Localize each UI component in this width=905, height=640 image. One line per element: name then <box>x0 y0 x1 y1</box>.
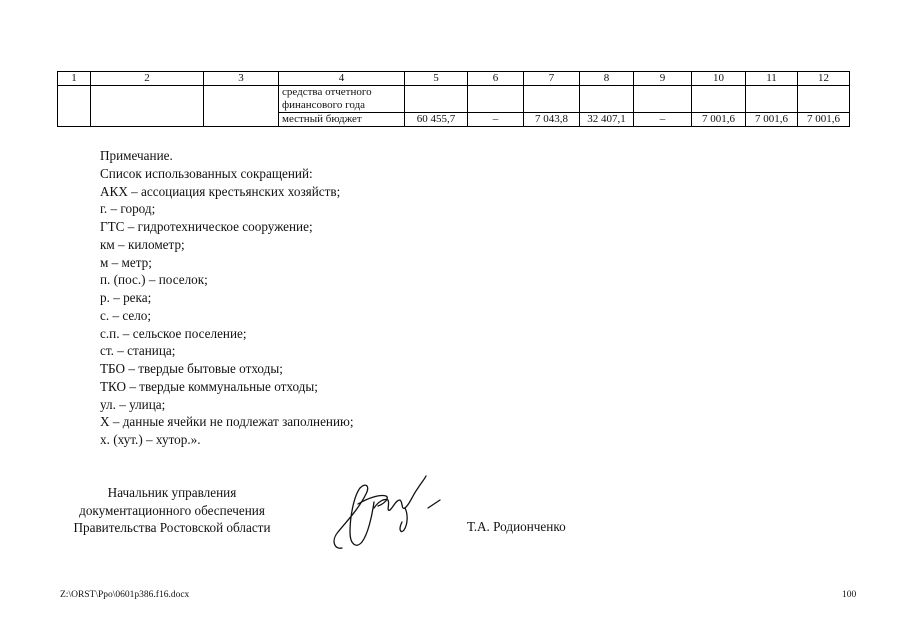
header-cell: 3 <box>204 72 279 86</box>
notes-line: км – километр; <box>100 236 185 252</box>
notes-line: ТКО – твердые коммунальные отходы; <box>100 378 318 394</box>
funding-source-cell <box>279 86 405 113</box>
header-cell: 11 <box>746 72 798 86</box>
header-cell: 6 <box>468 72 524 86</box>
notes-line: ГТС – гидротехническое сооружение; <box>100 219 313 234</box>
notes-line: г. – город; <box>100 201 156 217</box>
table-cell-empty <box>746 86 798 113</box>
table-cell-empty <box>58 86 91 127</box>
table-cell-empty <box>634 86 692 113</box>
table-cell-empty <box>405 86 468 113</box>
funding-source-cell: местный бюджет <box>279 113 405 127</box>
budget-table <box>57 71 850 127</box>
value-cell: – <box>468 113 524 127</box>
notes-title: Примечание. <box>100 148 173 163</box>
handwritten-signature <box>328 470 453 555</box>
notes-line: ул. – улица; <box>100 396 166 412</box>
table-header-row <box>58 72 850 86</box>
notes-line: АКХ – ассоциация крестьянских хозяйств; <box>100 183 341 199</box>
position-line: Правительства Ростовской области <box>73 520 271 535</box>
position-line: документационного обеспечения <box>79 502 265 518</box>
notes-line: р. – река; <box>100 290 152 305</box>
file-path: Z:\ORST\Ppo\0601p386.f16.docx <box>60 590 190 600</box>
header-cell: 12 <box>798 72 850 86</box>
notes-line: ст. – станица; <box>100 343 176 359</box>
table-cell-empty <box>798 86 850 113</box>
value-cell: 32 407,1 <box>580 113 634 127</box>
notes-section <box>100 147 354 449</box>
notes-line: ТБО – твердые бытовые отходы; <box>100 361 283 376</box>
value-cell: 7 001,6 <box>798 113 850 127</box>
header-cell: 1 <box>58 72 91 86</box>
signatory-name: Т.А. Родионченко <box>467 519 566 534</box>
header-cell: 8 <box>580 72 634 86</box>
header-cell: 10 <box>692 72 746 86</box>
header-cell: 4 <box>279 72 405 86</box>
page-number: 100 <box>842 590 857 600</box>
header-cell: 2 <box>91 72 204 86</box>
value-cell: – <box>634 113 692 127</box>
notes-line: х. (хут.) – хутор.». <box>100 432 201 447</box>
signatory-position <box>56 484 288 537</box>
header-cell: 5 <box>405 72 468 86</box>
position-line: Начальник управления <box>107 485 237 500</box>
value-cell: 7 043,8 <box>524 113 580 127</box>
funding-source-line: финансового года <box>282 99 366 111</box>
table-cell-empty <box>204 86 279 127</box>
notes-line: п. (пос.) – поселок; <box>100 272 208 288</box>
notes-line: Х – данные ячейки не подлежат заполнению; <box>100 414 354 430</box>
value-cell: 60 455,7 <box>405 113 468 127</box>
value-cell: 7 001,6 <box>692 113 746 127</box>
table-row <box>58 86 850 113</box>
notes-line: м – метр; <box>100 254 152 270</box>
table-cell-empty <box>692 86 746 113</box>
funding-source-line: средства отчетного <box>282 86 372 98</box>
notes-line: с. – село; <box>100 307 152 323</box>
header-cell: 9 <box>634 72 692 86</box>
value-cell: 7 001,6 <box>746 113 798 127</box>
notes-line: с.п. – сельское поселение; <box>100 325 247 341</box>
table-cell-empty <box>580 86 634 113</box>
table-cell-empty <box>91 86 204 127</box>
table-cell-empty <box>468 86 524 113</box>
notes-line: Список использованных сокращений: <box>100 165 313 181</box>
header-cell: 7 <box>524 72 580 86</box>
table-cell-empty <box>524 86 580 113</box>
